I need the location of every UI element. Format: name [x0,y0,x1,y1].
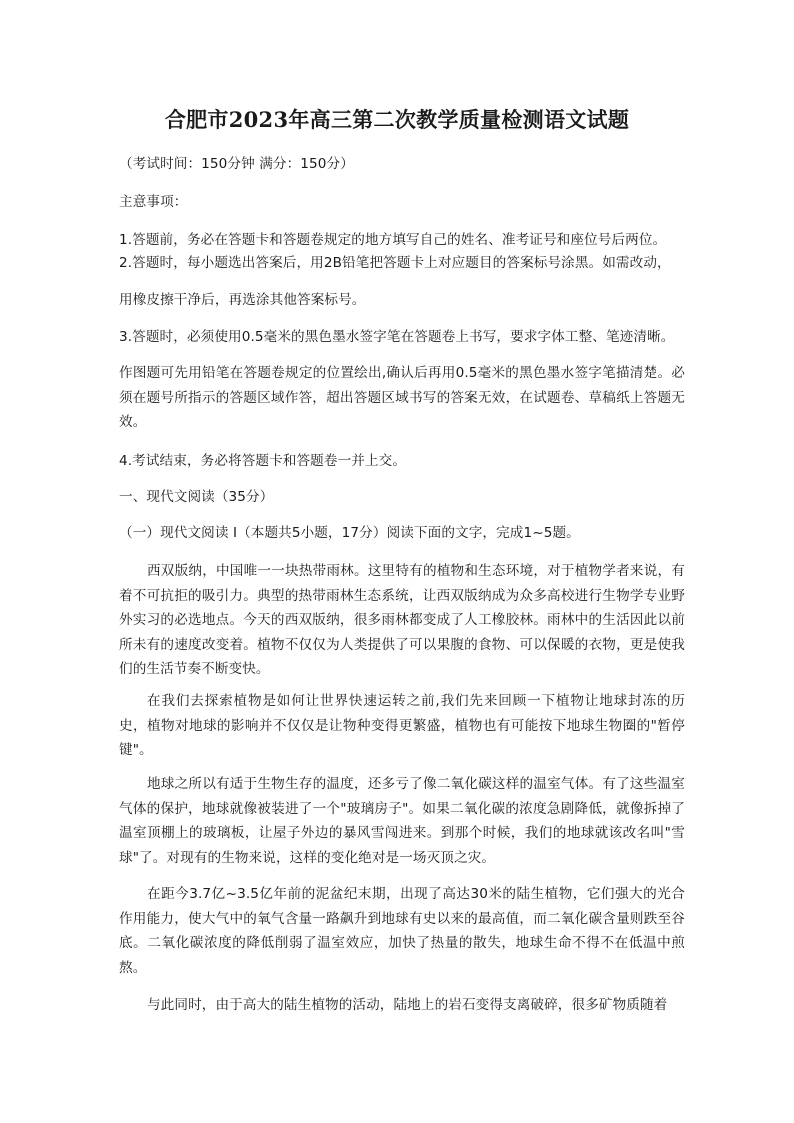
subsection-heading: （一）现代文阅读 I（本题共5小题，17分）阅读下面的文字，完成1~5题。 [119,525,580,541]
notice-item-1: 1.答题前，务必在答题卡和答题卷规定的地方填写自己的姓名、准考证号和座位号后两位。 [119,232,667,248]
notice-item-3: 3.答题时，必须使用0.5毫米的黑色墨水签字笔在答题卷上书写，要求字体工整、笔迹清晰。 [119,329,675,345]
section-heading: 一、现代文阅读（35分） [119,489,274,505]
reading-paragraph-3: 地球之所以有适于生物生存的温度，还多亏了像二氧化碳这样的温室气体。有了这些温室气体的保护，地球就像被装进了一个"玻璃房子"。如果二氧化碳的浓度急剧降低，就像拆掉了温室顶棚上的玻璃板，让屋子外边的暴风雪闯进来。到那个时候，我们的地球就该改名叫"雪球"了。对现有的生物来说，这样的变化绝对是一场灭顶之灾。 [119,776,685,866]
exam-info: （考试时间：150分钟 满分：150分） [119,156,354,172]
reading-paragraph-1: 西双版纳，中国唯一一块热带雨林。这里特有的植物和生态环境，对于植物学者来说，有着不可抗拒的吸引力。典型的热带雨林生态系统，让西双版纳成为众多高校进行生物学专业野外实习的必选地点。今天的西双版纳，很多雨林都变成了人工橡胶林。雨林中的生活因此以前所未有的速度改变着。植物不仅仅为人类提供了可以果腹的食物、可以保暖的衣物，更是使我们的生活节奏不断变快。 [119,563,685,677]
notice-heading: 主意事项： [119,194,188,210]
notice-item-4: 4.考试结束，务必将答题卡和答题卷一并上交。 [119,453,407,469]
notice-item-2: 2.答题时，每小题选出答案后，用2B铅笔把答题卡上对应题目的答案标号涂黑。如需改动， [119,255,671,271]
notice-item-3-cont: 作图题可先用铅笔在答题卷规定的位置绘出,确认后再用0.5毫米的黑色墨水签字笔描清楚。必须在题号所指示的答题区域作答，超出答题区域书写的答案无效，在试题卷、草稿纸上答题无效。 [119,365,685,430]
notice-item-2-cont: 用橡皮擦干净后，再选涂其他答案标号。 [119,292,366,308]
page-title: 合肥市2023年高三第二次教学质量检测语文试题 [164,107,630,132]
reading-paragraph-4: 在距今3.7亿~3.5亿年前的泥盆纪末期，出现了高达30米的陆生植物，它们强大的光合作用能力，使大气中的氧气含量一路飙升到地球有史以来的最高值，而二氧化碳含量则跌至谷底。二氧化碳浓度的降低削弱了温室效应，加快了热量的散失，地球生命不得不在低温中煎熬。 [119,886,685,976]
reading-paragraph-5: 与此同时，由于高大的陆生植物的活动，陆地上的岩石变得支离破碎，很多矿物质随着 [147,997,668,1013]
reading-paragraph-2: 在我们去探索植物是如何让世界快速运转之前,我们先来回顾一下植物让地球封冻的历史，植物对地球的影响并不仅仅是让物种变得更繁盛，植物也有可能按下地球生物圈的"暂停键"。 [119,693,685,758]
